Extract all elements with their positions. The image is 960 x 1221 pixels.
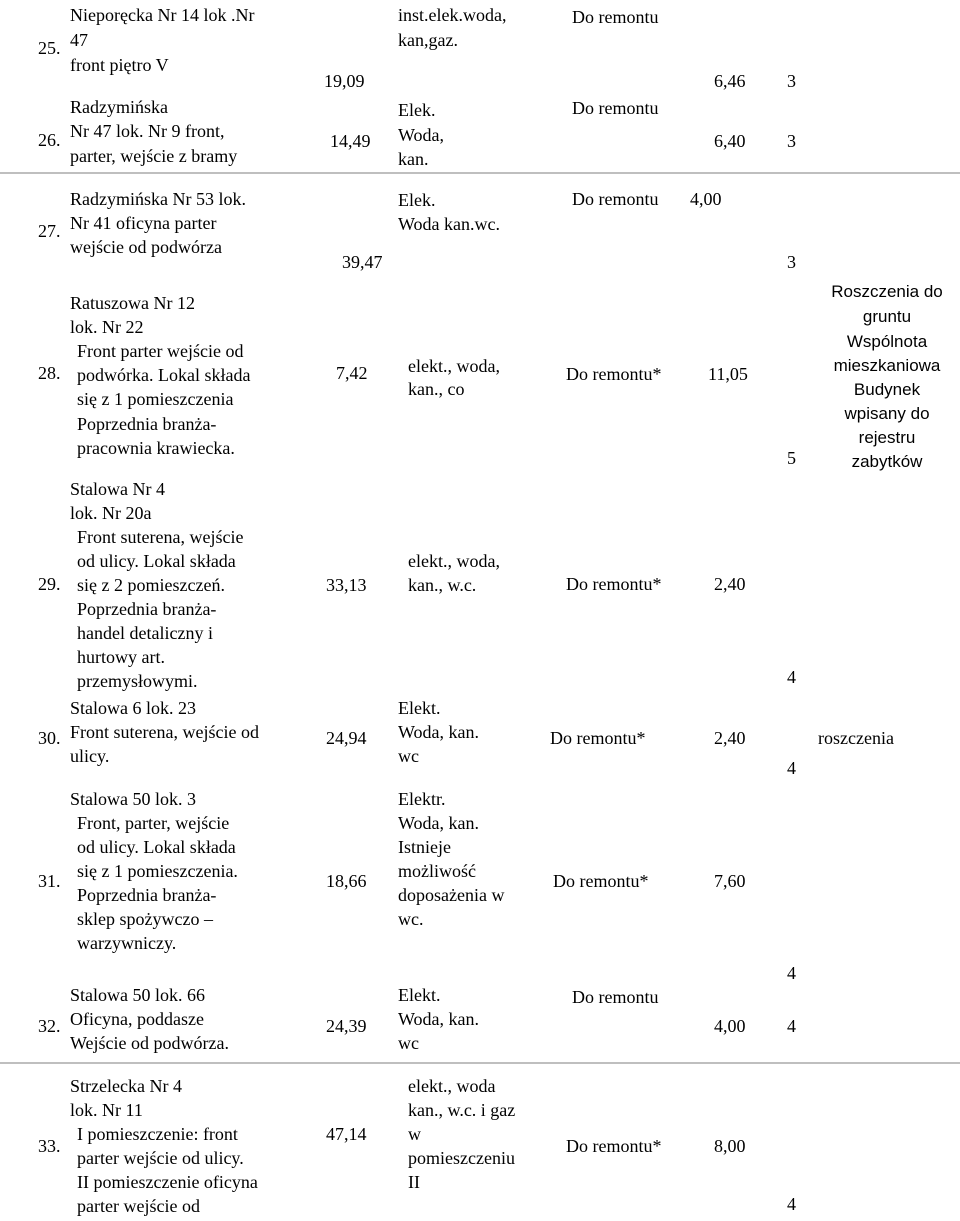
area-value: 18,66 <box>326 871 367 891</box>
address-line: handel detaliczny i <box>77 623 213 643</box>
address-line: Radzymińska <box>70 97 168 117</box>
address-line: front piętro V <box>70 55 169 75</box>
condition-label: Do remontu* <box>566 574 662 594</box>
address-line: Poprzednia branża- <box>77 885 217 905</box>
period-value: 3 <box>787 71 796 91</box>
address-line: warzywniczy. <box>77 933 177 953</box>
media-line: kan,gaz. <box>398 30 458 50</box>
notes-line: gruntu <box>862 307 912 326</box>
media-line: Woda, <box>398 125 445 145</box>
condition-label: Do remontu <box>572 189 659 209</box>
media-line: Elek. <box>398 100 436 120</box>
row-separator <box>0 172 960 174</box>
address-line: wejście od podwórza <box>70 237 222 257</box>
rate-value: 2,40 <box>714 574 746 594</box>
address-line: Front suterena, wejście <box>77 527 244 547</box>
rate-value: 8,00 <box>714 1136 746 1156</box>
row-number: 25. <box>38 38 61 58</box>
row-number: 29. <box>38 574 61 594</box>
address-line: Nieporęcka Nr 14 lok .Nr <box>70 5 255 25</box>
row-number: 31. <box>38 871 61 891</box>
address-line: parter wejście od <box>77 1196 200 1216</box>
condition-label: Do remontu* <box>566 1136 662 1156</box>
area-value: 47,14 <box>326 1124 367 1144</box>
rate-value: 7,60 <box>714 871 746 891</box>
address-line: lok. Nr 11 <box>70 1100 143 1120</box>
media-line: wc. <box>398 909 424 929</box>
address-line: ulicy. <box>70 746 110 766</box>
period-value: 4 <box>787 963 796 983</box>
area-value: 14,49 <box>330 131 371 151</box>
row-number: 33. <box>38 1136 61 1156</box>
media-line: kan., co <box>408 379 465 399</box>
media-line: Woda kan.wc. <box>398 214 501 234</box>
address-line: przemysłowymi. <box>77 671 198 691</box>
media-line: Elekt. <box>398 698 441 718</box>
period-value: 4 <box>787 758 796 778</box>
period-value: 4 <box>787 1194 796 1214</box>
notes-line: zabytków <box>851 452 923 471</box>
period-value: 3 <box>787 252 796 272</box>
rate-value: 4,00 <box>690 189 722 209</box>
rate-value: 6,46 <box>714 71 746 91</box>
media-line: w <box>408 1124 421 1144</box>
area-value: 19,09 <box>324 71 365 91</box>
address-line: parter, wejście z bramy <box>70 146 238 166</box>
notes-line: Wspólnota <box>846 332 928 351</box>
condition-label: Do remontu* <box>550 728 646 748</box>
address-line: Front, parter, wejście <box>77 813 230 833</box>
media-line: Woda, kan. <box>398 1009 480 1029</box>
address-line: sklep spożywczo – <box>77 909 213 929</box>
address-line: Poprzednia branża- <box>77 599 217 619</box>
area-value: 7,42 <box>336 363 368 383</box>
address-line: od ulicy. Lokal składa <box>77 837 236 857</box>
media-line: możliwość <box>398 861 476 881</box>
media-line: kan., w.c. i gaz <box>408 1100 516 1120</box>
address-line: Stalowa Nr 4 <box>70 479 165 499</box>
rate-value: 6,40 <box>714 131 746 151</box>
address-line: Nr 41 oficyna parter <box>70 213 217 233</box>
media-line: doposażenia w <box>398 885 505 905</box>
condition-label: Do remontu* <box>553 871 649 891</box>
address-line: I pomieszczenie: front <box>77 1124 238 1144</box>
media-line: Woda, kan. <box>398 722 480 742</box>
condition-label: Do remontu* <box>566 364 662 384</box>
media-line: elekt., woda <box>408 1076 496 1096</box>
address-line: Wejście od podwórza. <box>70 1033 229 1053</box>
area-value: 24,94 <box>326 728 367 748</box>
address-line: parter wejście od ulicy. <box>77 1148 244 1168</box>
address-line: hurtowy art. <box>77 647 165 667</box>
rate-value: 4,00 <box>714 1016 746 1036</box>
address-line: się z 1 pomieszczenia. <box>77 861 238 881</box>
media-line: Elektr. <box>398 789 446 809</box>
row-separator <box>0 1062 960 1064</box>
notes-line: mieszkaniowa <box>833 356 941 375</box>
condition-label: Do remontu <box>572 7 659 27</box>
address-line: Stalowa 50 lok. 3 <box>70 789 196 809</box>
address-line: podwórka. Lokal składa <box>77 365 251 385</box>
row-number: 30. <box>38 728 61 748</box>
media-line: Elek. <box>398 190 436 210</box>
condition-label: Do remontu <box>572 987 659 1007</box>
address-line: II pomieszczenie oficyna <box>77 1172 258 1192</box>
notes-line: rejestru <box>858 428 916 447</box>
rate-value: 11,05 <box>708 364 748 384</box>
condition-label: Do remontu <box>572 98 659 118</box>
media-line: kan., w.c. <box>408 575 477 595</box>
media-line: elekt., woda, <box>408 551 500 571</box>
row-number: 32. <box>38 1016 61 1036</box>
period-value: 5 <box>787 448 796 468</box>
media-line: Istnieje <box>398 837 451 857</box>
address-line: Oficyna, poddasze <box>70 1009 204 1029</box>
address-line: lok. Nr 20a <box>70 503 152 523</box>
media-line: Elekt. <box>398 985 441 1005</box>
address-line: lok. Nr 22 <box>70 317 144 337</box>
media-line: pomieszczeniu <box>408 1148 515 1168</box>
address-line: Front suterena, wejście od <box>70 722 259 742</box>
media-line: Woda, kan. <box>398 813 480 833</box>
row-number: 28. <box>38 363 61 383</box>
address-line: się z 2 pomieszczeń. <box>77 575 225 595</box>
address-line: od ulicy. Lokal składa <box>77 551 236 571</box>
row-number: 26. <box>38 130 61 150</box>
area-value: 24,39 <box>326 1016 367 1036</box>
media-line: inst.elek.woda, <box>398 5 507 25</box>
media-line: II <box>408 1172 420 1192</box>
period-value: 4 <box>787 667 796 687</box>
row-number: 27. <box>38 221 61 241</box>
address-line: Stalowa 6 lok. 23 <box>70 698 196 718</box>
media-line: wc <box>398 1033 419 1053</box>
address-line: Radzymińska Nr 53 lok. <box>70 189 246 209</box>
notes-text: roszczenia <box>818 728 894 748</box>
address-line: Front parter wejście od <box>77 341 244 361</box>
period-value: 4 <box>787 1016 796 1036</box>
address-line: Nr 47 lok. Nr 9 front, <box>70 121 225 141</box>
notes-line: wpisany do <box>844 404 930 423</box>
address-line: się z 1 pomieszczenia <box>77 389 234 409</box>
media-line: elekt., woda, <box>408 356 500 376</box>
address-line: 47 <box>70 30 88 50</box>
address-line: Poprzednia branża- <box>77 414 217 434</box>
address-line: pracownia krawiecka. <box>77 438 235 458</box>
address-line: Strzelecka Nr 4 <box>70 1076 182 1096</box>
notes-line: Budynek <box>853 380 921 399</box>
address-line: Ratuszowa Nr 12 <box>70 293 195 313</box>
period-value: 3 <box>787 131 796 151</box>
media-line: kan. <box>398 149 429 169</box>
area-value: 39,47 <box>342 252 383 272</box>
address-line: Stalowa 50 lok. 66 <box>70 985 205 1005</box>
rate-value: 2,40 <box>714 728 746 748</box>
media-line: wc <box>398 746 419 766</box>
notes-line: Roszczenia do <box>831 282 943 301</box>
area-value: 33,13 <box>326 575 367 595</box>
